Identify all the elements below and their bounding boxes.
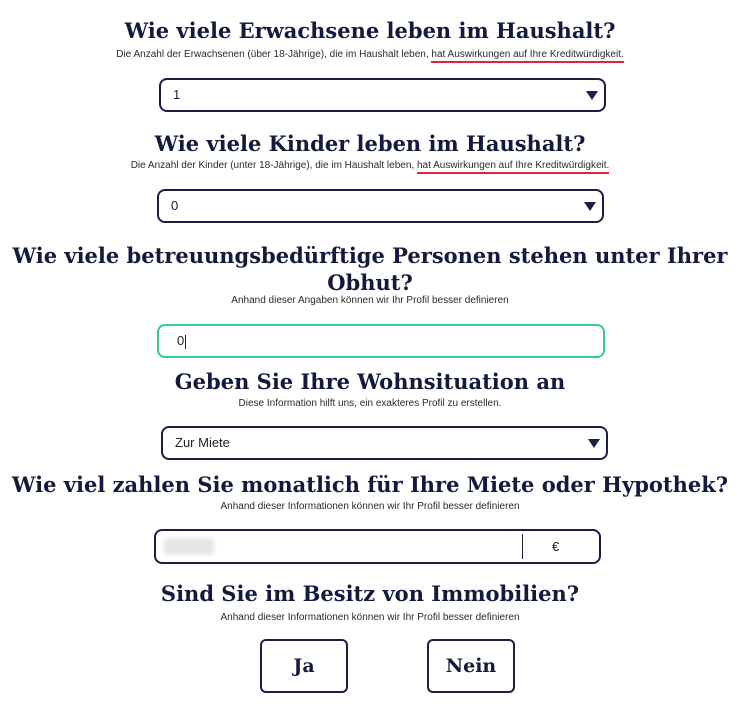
housing-select-value: Zur Miete (175, 435, 230, 450)
housing-select[interactable] (161, 426, 608, 460)
dependents-input-value: 0 (177, 333, 185, 348)
housing-heading: Geben Sie Ihre Wohnsituation an (174, 369, 566, 394)
adults-hint (0, 49, 740, 60)
children-select[interactable] (157, 189, 604, 223)
children-heading: Wie viele Kinder leben im Haushalt? (154, 131, 586, 156)
dependents-heading (0, 242, 740, 296)
rent-hint: Anhand dieser Informationen können wir Ihr Profil besser definieren (220, 501, 520, 512)
dependents-heading-line2: Obhut? (327, 270, 413, 295)
adults-hint-link: hat Auswirkungen auf Ihre Kreditwürdigkeit. (431, 49, 623, 63)
children-hint-text: Die Anzahl der Kinder (unter 18-Jährige), die im Haushalt leben, (130, 160, 417, 171)
chevron-down-icon (586, 91, 598, 100)
rent-amount-value-blurred (164, 538, 214, 555)
rent-heading: Wie viel zahlen Sie monatlich für Ihre Miete oder Hypothek? (11, 472, 729, 497)
adults-hint-text: Die Anzahl der Erwachsenen (über 18-Jährige), die im Haushalt leben, (116, 49, 432, 60)
text-cursor (185, 335, 186, 349)
chevron-down-icon (588, 439, 600, 448)
housing-hint: Diese Information hilft uns, ein exakteres Profil zu erstellen. (238, 398, 502, 409)
dependents-hint: Anhand dieser Angaben können wir Ihr Profil besser definieren (231, 295, 509, 306)
dependents-heading-line1: Wie viele betreuungsbedürftige Personen stehen unter Ihrer (12, 243, 728, 268)
adults-select[interactable] (159, 78, 606, 112)
chevron-down-icon (584, 202, 596, 211)
adults-select-value: 1 (173, 87, 181, 102)
adults-heading: Wie viele Erwachsene leben im Haushalt? (124, 18, 616, 43)
currency-divider (522, 534, 523, 559)
children-select-value: 0 (171, 198, 179, 213)
property-hint: Anhand dieser Informationen können wir Ihr Profil besser definieren (220, 612, 520, 623)
yes-button[interactable]: Ja (260, 639, 348, 693)
currency-label: € (552, 539, 560, 554)
property-heading: Sind Sie im Besitz von Immobilien? (160, 581, 580, 606)
children-hint-link: hat Auswirkungen auf Ihre Kreditwürdigkeit. (417, 160, 609, 174)
children-hint (0, 160, 740, 171)
dependents-input[interactable] (157, 324, 605, 358)
no-button[interactable]: Nein (427, 639, 515, 693)
rent-amount-field[interactable] (154, 529, 601, 564)
